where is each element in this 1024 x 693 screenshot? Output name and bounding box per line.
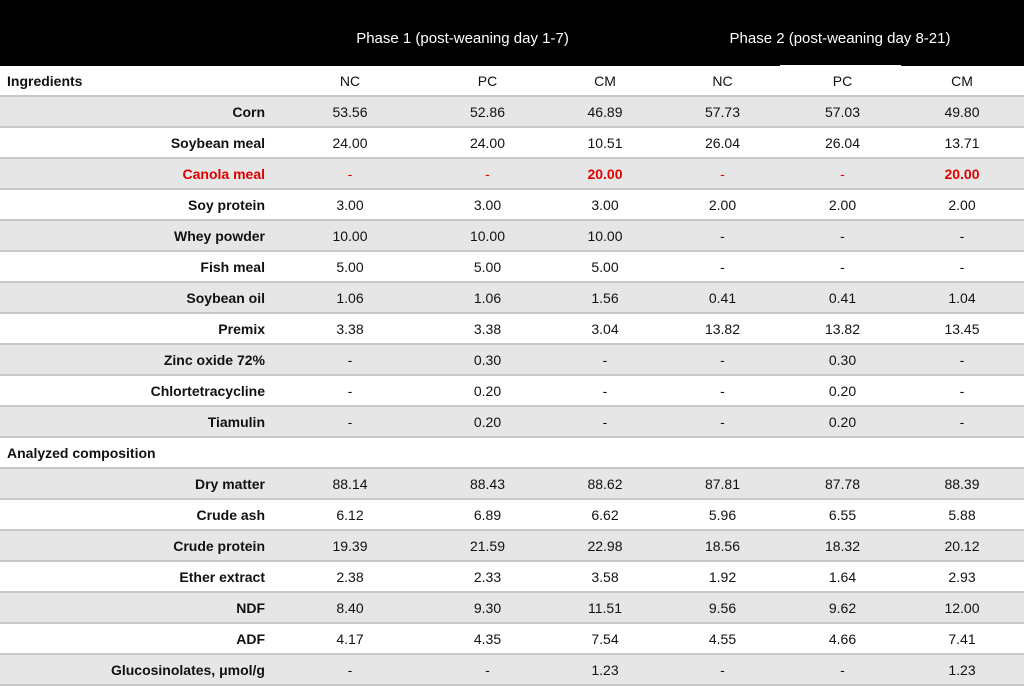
table-cell: 22.98 <box>550 530 660 561</box>
row-label: Chlortetracycline <box>0 375 275 406</box>
table-cell: 88.43 <box>425 468 550 499</box>
table-row <box>0 468 1024 499</box>
table-cell: 3.00 <box>550 189 660 220</box>
row-label: Corn <box>0 96 275 127</box>
table-cell: 88.62 <box>550 468 660 499</box>
row-label: NDF <box>0 592 275 623</box>
table-cell: 6.12 <box>275 499 425 530</box>
table-cell: - <box>425 158 550 189</box>
table-cell: 1.23 <box>550 654 660 685</box>
table-row <box>0 499 1024 530</box>
table-cell: 3.38 <box>425 313 550 344</box>
ingredients-header-row <box>0 66 1024 96</box>
table-cell: - <box>550 406 660 437</box>
row-label: Ether extract <box>0 561 275 592</box>
table-cell: - <box>275 654 425 685</box>
table-row <box>0 375 1024 406</box>
table-cell: 10.00 <box>550 220 660 251</box>
table-cell: 87.81 <box>660 468 785 499</box>
table-cell: 24.00 <box>425 127 550 158</box>
column-header: CM <box>550 66 660 96</box>
table-cell: 4.35 <box>425 623 550 654</box>
table-cell: 1.56 <box>550 282 660 313</box>
table-cell: - <box>275 344 425 375</box>
table-cell: 0.30 <box>425 344 550 375</box>
composition-table-body <box>0 66 1024 685</box>
table-cell: 13.82 <box>785 313 900 344</box>
table-cell: 0.20 <box>785 375 900 406</box>
table-cell: 5.96 <box>660 499 785 530</box>
table-cell: 1.06 <box>425 282 550 313</box>
table-cell: 5.00 <box>425 251 550 282</box>
table-cell: 13.45 <box>900 313 1024 344</box>
table-cell: 4.66 <box>785 623 900 654</box>
row-label: Soybean meal <box>0 127 275 158</box>
column-header: PC <box>425 66 550 96</box>
row-label: ADF <box>0 623 275 654</box>
table-cell: 13.71 <box>900 127 1024 158</box>
table-row <box>0 654 1024 685</box>
table-row <box>0 96 1024 127</box>
table-row <box>0 344 1024 375</box>
table-cell: - <box>900 251 1024 282</box>
table-cell: - <box>660 654 785 685</box>
table-cell: 20.00 <box>900 158 1024 189</box>
row-label: Fish meal <box>0 251 275 282</box>
table-cell: 1.64 <box>785 561 900 592</box>
table-cell: 3.00 <box>425 189 550 220</box>
table-cell: - <box>660 375 785 406</box>
row-label: Crude protein <box>0 530 275 561</box>
table-cell: 18.32 <box>785 530 900 561</box>
table-cell: 2.00 <box>900 189 1024 220</box>
table-cell: - <box>660 251 785 282</box>
table-cell: - <box>900 406 1024 437</box>
table-cell: 10.51 <box>550 127 660 158</box>
table-cell: 10.00 <box>425 220 550 251</box>
table-row <box>0 189 1024 220</box>
phase1-title: Phase 1 (post-weaning day 1-7) <box>356 30 569 47</box>
table-row <box>0 220 1024 251</box>
table-row <box>0 406 1024 437</box>
table-cell: 4.55 <box>660 623 785 654</box>
column-header: PC <box>785 66 900 96</box>
table-cell: 88.14 <box>275 468 425 499</box>
table-cell: - <box>425 654 550 685</box>
table-cell: 4.17 <box>275 623 425 654</box>
table-cell: 9.30 <box>425 592 550 623</box>
table-cell: 20.12 <box>900 530 1024 561</box>
table-row <box>0 313 1024 344</box>
table-cell: - <box>660 344 785 375</box>
row-label: Soy protein <box>0 189 275 220</box>
table-cell: 88.39 <box>900 468 1024 499</box>
table-cell: 0.20 <box>785 406 900 437</box>
table-cell: 0.41 <box>660 282 785 313</box>
table-cell: - <box>785 251 900 282</box>
table-cell: 1.06 <box>275 282 425 313</box>
table-row <box>0 530 1024 561</box>
table-row <box>0 561 1024 592</box>
table-cell: 6.89 <box>425 499 550 530</box>
table-cell: - <box>785 220 900 251</box>
table-cell: 87.78 <box>785 468 900 499</box>
column-header: CM <box>900 66 1024 96</box>
phase-header <box>0 0 1024 66</box>
table-cell: - <box>550 344 660 375</box>
composition-table <box>0 66 1024 686</box>
table-cell: 46.89 <box>550 96 660 127</box>
table-cell: - <box>275 158 425 189</box>
header-divider <box>780 65 901 67</box>
column-header: NC <box>660 66 785 96</box>
table-cell: - <box>900 220 1024 251</box>
table-cell: 7.41 <box>900 623 1024 654</box>
table-cell: 49.80 <box>900 96 1024 127</box>
table-cell: 57.03 <box>785 96 900 127</box>
table-cell: 3.38 <box>275 313 425 344</box>
phase2-title: Phase 2 (post-weaning day 8-21) <box>729 30 951 47</box>
table-row <box>0 158 1024 189</box>
table-row <box>0 592 1024 623</box>
ingredients-section-label: Ingredients <box>0 66 275 96</box>
table-cell: 0.30 <box>785 344 900 375</box>
table-cell: 57.73 <box>660 96 785 127</box>
table-cell: 3.04 <box>550 313 660 344</box>
table-cell: 2.00 <box>660 189 785 220</box>
table-cell: 1.04 <box>900 282 1024 313</box>
table-row <box>0 282 1024 313</box>
table-cell: 21.59 <box>425 530 550 561</box>
table-row <box>0 127 1024 158</box>
table-cell: 0.41 <box>785 282 900 313</box>
table-cell: - <box>900 375 1024 406</box>
row-label: Dry matter <box>0 468 275 499</box>
table-cell: 24.00 <box>275 127 425 158</box>
row-label: Premix <box>0 313 275 344</box>
table-cell: 0.20 <box>425 375 550 406</box>
row-label: Crude ash <box>0 499 275 530</box>
table-cell: 2.38 <box>275 561 425 592</box>
row-label: Zinc oxide 72% <box>0 344 275 375</box>
row-label: Canola meal <box>0 158 275 189</box>
table-cell: 18.56 <box>660 530 785 561</box>
table-cell: 5.00 <box>550 251 660 282</box>
table-cell: 26.04 <box>785 127 900 158</box>
table-cell: 7.54 <box>550 623 660 654</box>
table-cell: 11.51 <box>550 592 660 623</box>
table-cell: 10.00 <box>275 220 425 251</box>
table-row <box>0 251 1024 282</box>
table-cell: 3.58 <box>550 561 660 592</box>
table-cell: 1.92 <box>660 561 785 592</box>
table-cell: 5.88 <box>900 499 1024 530</box>
table-cell: 6.55 <box>785 499 900 530</box>
table-cell: - <box>785 654 900 685</box>
table-cell: - <box>275 406 425 437</box>
table-cell: 5.00 <box>275 251 425 282</box>
column-header: NC <box>275 66 425 96</box>
table-cell: - <box>550 375 660 406</box>
table-cell: 53.56 <box>275 96 425 127</box>
row-label: Glucosinolates, μmol/g <box>0 654 275 685</box>
table-cell: - <box>660 158 785 189</box>
table-cell: 2.93 <box>900 561 1024 592</box>
table-cell: 6.62 <box>550 499 660 530</box>
analyzed-header-row <box>0 437 1024 468</box>
row-label: Whey powder <box>0 220 275 251</box>
table-row <box>0 623 1024 654</box>
table-cell: - <box>785 158 900 189</box>
table-cell: 9.62 <box>785 592 900 623</box>
table-cell: 2.00 <box>785 189 900 220</box>
table-cell: 3.00 <box>275 189 425 220</box>
table-cell: 9.56 <box>660 592 785 623</box>
table-cell: - <box>660 220 785 251</box>
table-cell: 20.00 <box>550 158 660 189</box>
table-cell: 2.33 <box>425 561 550 592</box>
table-cell: 8.40 <box>275 592 425 623</box>
table-cell: 12.00 <box>900 592 1024 623</box>
table-cell: - <box>900 344 1024 375</box>
table-cell: - <box>275 375 425 406</box>
table-cell: 19.39 <box>275 530 425 561</box>
table-cell: 1.23 <box>900 654 1024 685</box>
row-label: Soybean oil <box>0 282 275 313</box>
table-cell: - <box>660 406 785 437</box>
table-cell: 0.20 <box>425 406 550 437</box>
table-cell: 13.82 <box>660 313 785 344</box>
row-label: Tiamulin <box>0 406 275 437</box>
table-cell: 52.86 <box>425 96 550 127</box>
analyzed-section-label: Analyzed composition <box>0 437 1024 468</box>
table-cell: 26.04 <box>660 127 785 158</box>
